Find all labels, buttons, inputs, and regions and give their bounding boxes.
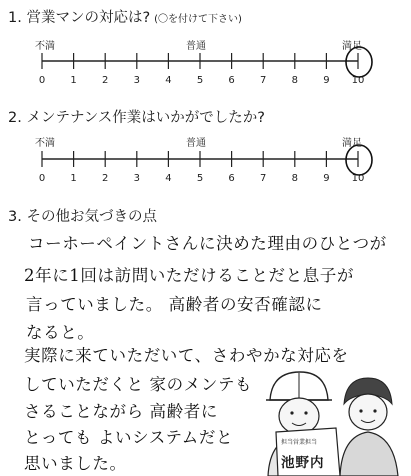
comment-line-8: とっても よいシステムだと bbox=[24, 428, 234, 447]
scale-tick-label: 10 bbox=[351, 75, 365, 86]
scale-tick-label: 7 bbox=[260, 173, 267, 184]
comment-line-3: 言っていました。 高齢者の安否確認に bbox=[26, 295, 323, 314]
question-2-text: 2. メンテナンス作業はいかがでしたか? bbox=[8, 110, 265, 126]
scale-tick-label: 10 bbox=[351, 173, 365, 184]
scale-tick-label: 4 bbox=[165, 173, 172, 184]
scale-tick-label: 5 bbox=[196, 75, 204, 86]
q1-right-label: 満足 bbox=[342, 41, 362, 52]
scale-tick-label: 8 bbox=[291, 75, 298, 86]
comment-line-9: 思いました。 bbox=[24, 454, 127, 473]
scale-tick-label: 2 bbox=[102, 173, 109, 184]
question-1-title bbox=[8, 6, 242, 27]
scale-tick-label: 5 bbox=[196, 173, 204, 184]
scale-tick-label: 2 bbox=[102, 75, 109, 86]
staff-name: 池野内 bbox=[281, 455, 325, 471]
question-1-note: (〇を付けて下さい) bbox=[154, 14, 242, 25]
staff-card-label: 担当営業担当 bbox=[281, 439, 318, 446]
question-1-text: 1. 営業マンの対応は? bbox=[8, 10, 151, 26]
scale-tick-label: 0 bbox=[38, 75, 46, 86]
question-2-title bbox=[8, 106, 265, 127]
comment-line-6: していただくと 家のメンテも bbox=[24, 375, 253, 394]
comment-line-5: 実際に来ていただいて、さわやかな対応を bbox=[24, 346, 349, 365]
scale-tick-label: 3 bbox=[133, 173, 140, 184]
q1-left-label: 不満 bbox=[35, 41, 55, 52]
q1-rating-scale[interactable] bbox=[0, 44, 411, 90]
scale-tick-label: 1 bbox=[70, 173, 77, 184]
q2-right-label: 満足 bbox=[342, 138, 362, 149]
comment-line-7: さることながら 高齢者に bbox=[24, 402, 218, 421]
scale-tick-label: 0 bbox=[38, 173, 46, 184]
scale-tick-label: 9 bbox=[323, 173, 330, 184]
selected-rating-circle bbox=[346, 47, 372, 77]
comment-line-2: 2年に1回は訪問いただけることだと息子が bbox=[24, 266, 354, 285]
scale-tick-label: 4 bbox=[165, 75, 172, 86]
scale-tick-label: 6 bbox=[228, 75, 235, 86]
scale-tick-label: 3 bbox=[133, 75, 140, 86]
scale-tick-label: 9 bbox=[323, 75, 330, 86]
scale-tick-label: 6 bbox=[228, 173, 235, 184]
question-3-title: 3. その他お気づきの点 bbox=[8, 209, 157, 225]
comment-line-4: なると。 bbox=[26, 323, 95, 342]
q2-rating-scale[interactable] bbox=[0, 142, 411, 188]
q1-middle-label: 普通 bbox=[186, 41, 206, 52]
scale-tick-label: 8 bbox=[291, 173, 298, 184]
q2-middle-label: 普通 bbox=[186, 138, 206, 149]
scale-tick-label: 1 bbox=[70, 75, 77, 86]
scale-tick-label: 7 bbox=[260, 75, 267, 86]
selected-rating-circle bbox=[346, 145, 372, 175]
q2-left-label: 不満 bbox=[35, 138, 55, 149]
comment-line-1: コーホーペイントさんに決めた理由のひとつが bbox=[28, 234, 387, 253]
